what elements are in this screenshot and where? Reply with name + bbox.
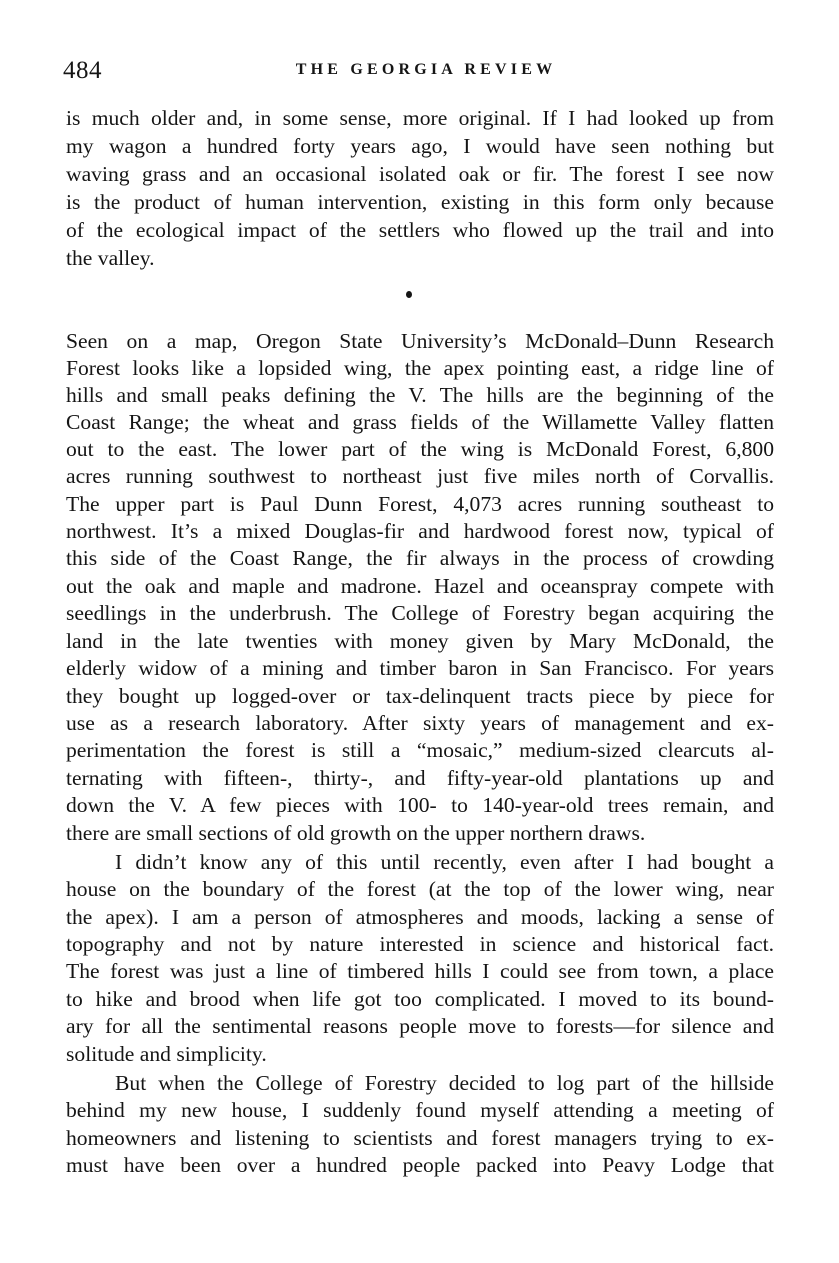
text-line: homeowners and listening to scientists and forest managers trying to ex- xyxy=(66,1126,774,1150)
text-line: this side of the Coast Range, the fir always in the process of crowding xyxy=(66,546,774,570)
text-line: northwest. It’s a mixed Douglas-fir and hardwood forest now, typical of xyxy=(66,519,774,543)
text-line: perimentation the forest is still a “mosaic,” medium-sized clearcuts al- xyxy=(66,738,774,762)
text-line: topography and not by nature interested in science and historical fact. xyxy=(66,932,774,956)
running-head xyxy=(63,57,775,87)
text-line: the valley. xyxy=(66,246,155,270)
text-line: ary for all the sentimental reasons people move to forests—for silence and xyxy=(66,1014,774,1038)
text-line: is the product of human intervention, existing in this form only because xyxy=(66,190,774,214)
text-line: down the V. A few pieces with 100- to 140-year-old trees remain, and xyxy=(66,793,774,817)
section-break-ornament xyxy=(406,291,412,298)
text-line: Forest looks like a lopsided wing, the apex pointing east, a ridge line of xyxy=(66,356,774,380)
text-line: is much older and, in some sense, more original. If I had looked up from xyxy=(66,106,774,130)
text-line: there are small sections of old growth on the upper northern draws. xyxy=(66,821,646,845)
text-line: waving grass and an occasional isolated oak or fir. The forest I see now xyxy=(66,162,774,186)
text-line: they bought up logged-over or tax-delinquent tracts piece by piece for xyxy=(66,684,774,708)
text-line: out to the east. The lower part of the wing is McDonald Forest, 6,800 xyxy=(66,437,774,461)
text-line: must have been over a hundred people packed into Peavy Lodge that xyxy=(66,1153,774,1177)
page-number: 484 xyxy=(63,57,102,84)
text-line: acres running southwest to northeast just five miles north of Corvallis. xyxy=(66,464,774,488)
text-line: of the ecological impact of the settlers who flowed up the trail and into xyxy=(66,218,774,242)
text-line: house on the boundary of the forest (at the top of the lower wing, near xyxy=(66,877,774,901)
text-line: solitude and simplicity. xyxy=(66,1042,267,1066)
text-line: the apex). I am a person of atmospheres and moods, lacking a sense of xyxy=(66,905,774,929)
text-line: seedlings in the underbrush. The College of Forestry began acquiring the xyxy=(66,601,774,625)
text-line: land in the late twenties with money given by Mary McDonald, the xyxy=(66,629,774,653)
text-line: The forest was just a line of timbered hills I could see from town, a place xyxy=(66,959,774,983)
text-line: my wagon a hundred forty years ago, I would have seen nothing but xyxy=(66,134,774,158)
text-line: behind my new house, I suddenly found myself attending a meeting of xyxy=(66,1098,774,1122)
text-line: The upper part is Paul Dunn Forest, 4,073 acres running southeast to xyxy=(66,492,774,516)
text-line: ternating with fifteen-, thirty-, and fifty-year-old plantations up and xyxy=(66,766,774,790)
text-line: But when the College of Forestry decided to log part of the hillside xyxy=(115,1071,774,1095)
text-line: Coast Range; the wheat and grass fields of the Willamette Valley flatten xyxy=(66,410,774,434)
text-line: use as a research laboratory. After sixty years of management and ex- xyxy=(66,711,774,735)
text-line: I didn’t know any of this until recently, even after I had bought a xyxy=(115,850,774,874)
text-line: Seen on a map, Oregon State University’s McDonald–Dunn Research xyxy=(66,329,774,353)
journal-title: THE GEORGIA REVIEW xyxy=(295,61,557,78)
text-line: to hike and brood when life got too complicated. I moved to its bound- xyxy=(66,987,774,1011)
text-line: elderly widow of a mining and timber baron in San Francisco. For years xyxy=(66,656,774,680)
text-line: out the oak and maple and madrone. Hazel and oceanspray compete with xyxy=(66,574,774,598)
text-line: hills and small peaks defining the V. The hills are the beginning of the xyxy=(66,383,774,407)
